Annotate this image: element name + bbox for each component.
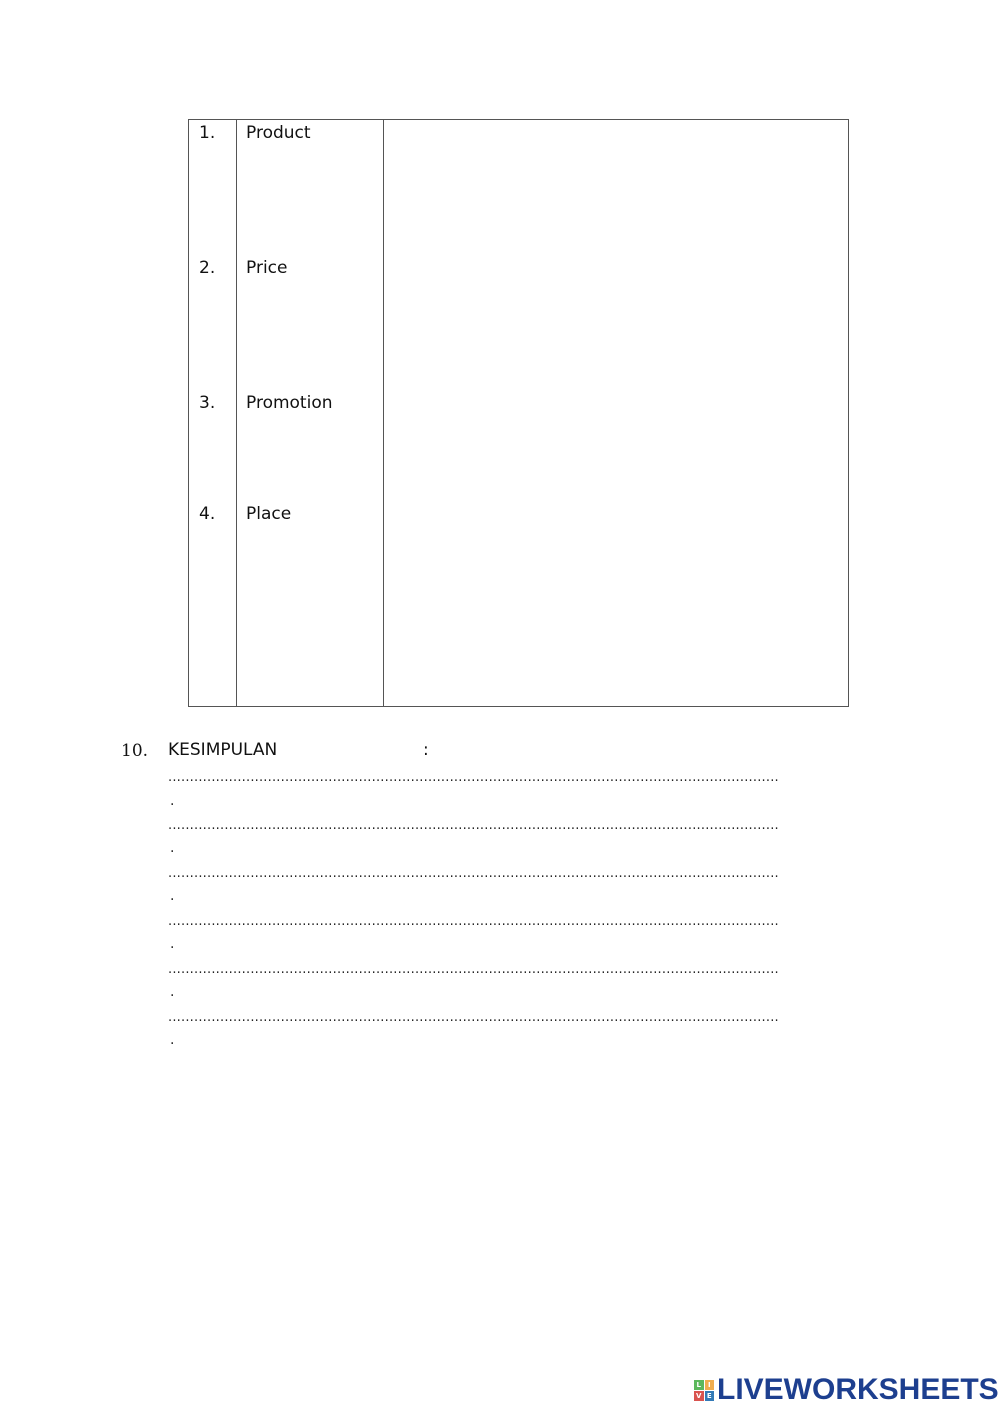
answer-line[interactable]: ............................................................................................................................................. (168, 818, 779, 833)
answer-line[interactable]: ............................................................................................................................................. (168, 866, 779, 881)
row-label-product: Product (246, 123, 311, 143)
logo-tile: V (694, 1391, 704, 1401)
answer-line[interactable]: ............................................................................................................................................. (168, 914, 779, 929)
line-tail-dot: . (170, 1032, 175, 1048)
line-tail-dot: . (170, 793, 175, 809)
line-tail-dot: . (170, 840, 175, 856)
logo-tile: I (705, 1380, 715, 1390)
row-label-price: Price (246, 258, 288, 278)
line-tail-dot: . (170, 888, 175, 904)
column-divider (383, 120, 384, 706)
answer-line[interactable]: ............................................................................................................................................. (168, 962, 779, 977)
section-title: KESIMPULAN (168, 740, 278, 760)
marketing-mix-table (188, 119, 849, 707)
section-number: 10. (121, 741, 149, 761)
answer-area[interactable] (385, 121, 847, 705)
row-label-promotion: Promotion (246, 393, 333, 413)
row-number: 1. (199, 123, 216, 143)
row-label-place: Place (246, 504, 292, 524)
answer-line[interactable]: ............................................................................................................................................. (168, 1010, 779, 1025)
line-tail-dot: . (170, 984, 175, 1000)
row-number: 3. (199, 393, 216, 413)
logo-tile: E (705, 1391, 715, 1401)
brand-wordmark: LIVEWORKSHEETS (717, 1373, 999, 1406)
row-number: 2. (199, 258, 216, 278)
line-tail-dot: . (170, 936, 175, 952)
liveworksheets-logo (694, 1373, 999, 1407)
logo-tile: L (694, 1380, 704, 1390)
column-divider (236, 120, 237, 706)
section-colon: : (423, 740, 429, 760)
answer-line[interactable]: ............................................................................................................................................. (168, 770, 779, 785)
row-number: 4. (199, 504, 216, 524)
liveworksheets-logo-icon (694, 1380, 714, 1400)
